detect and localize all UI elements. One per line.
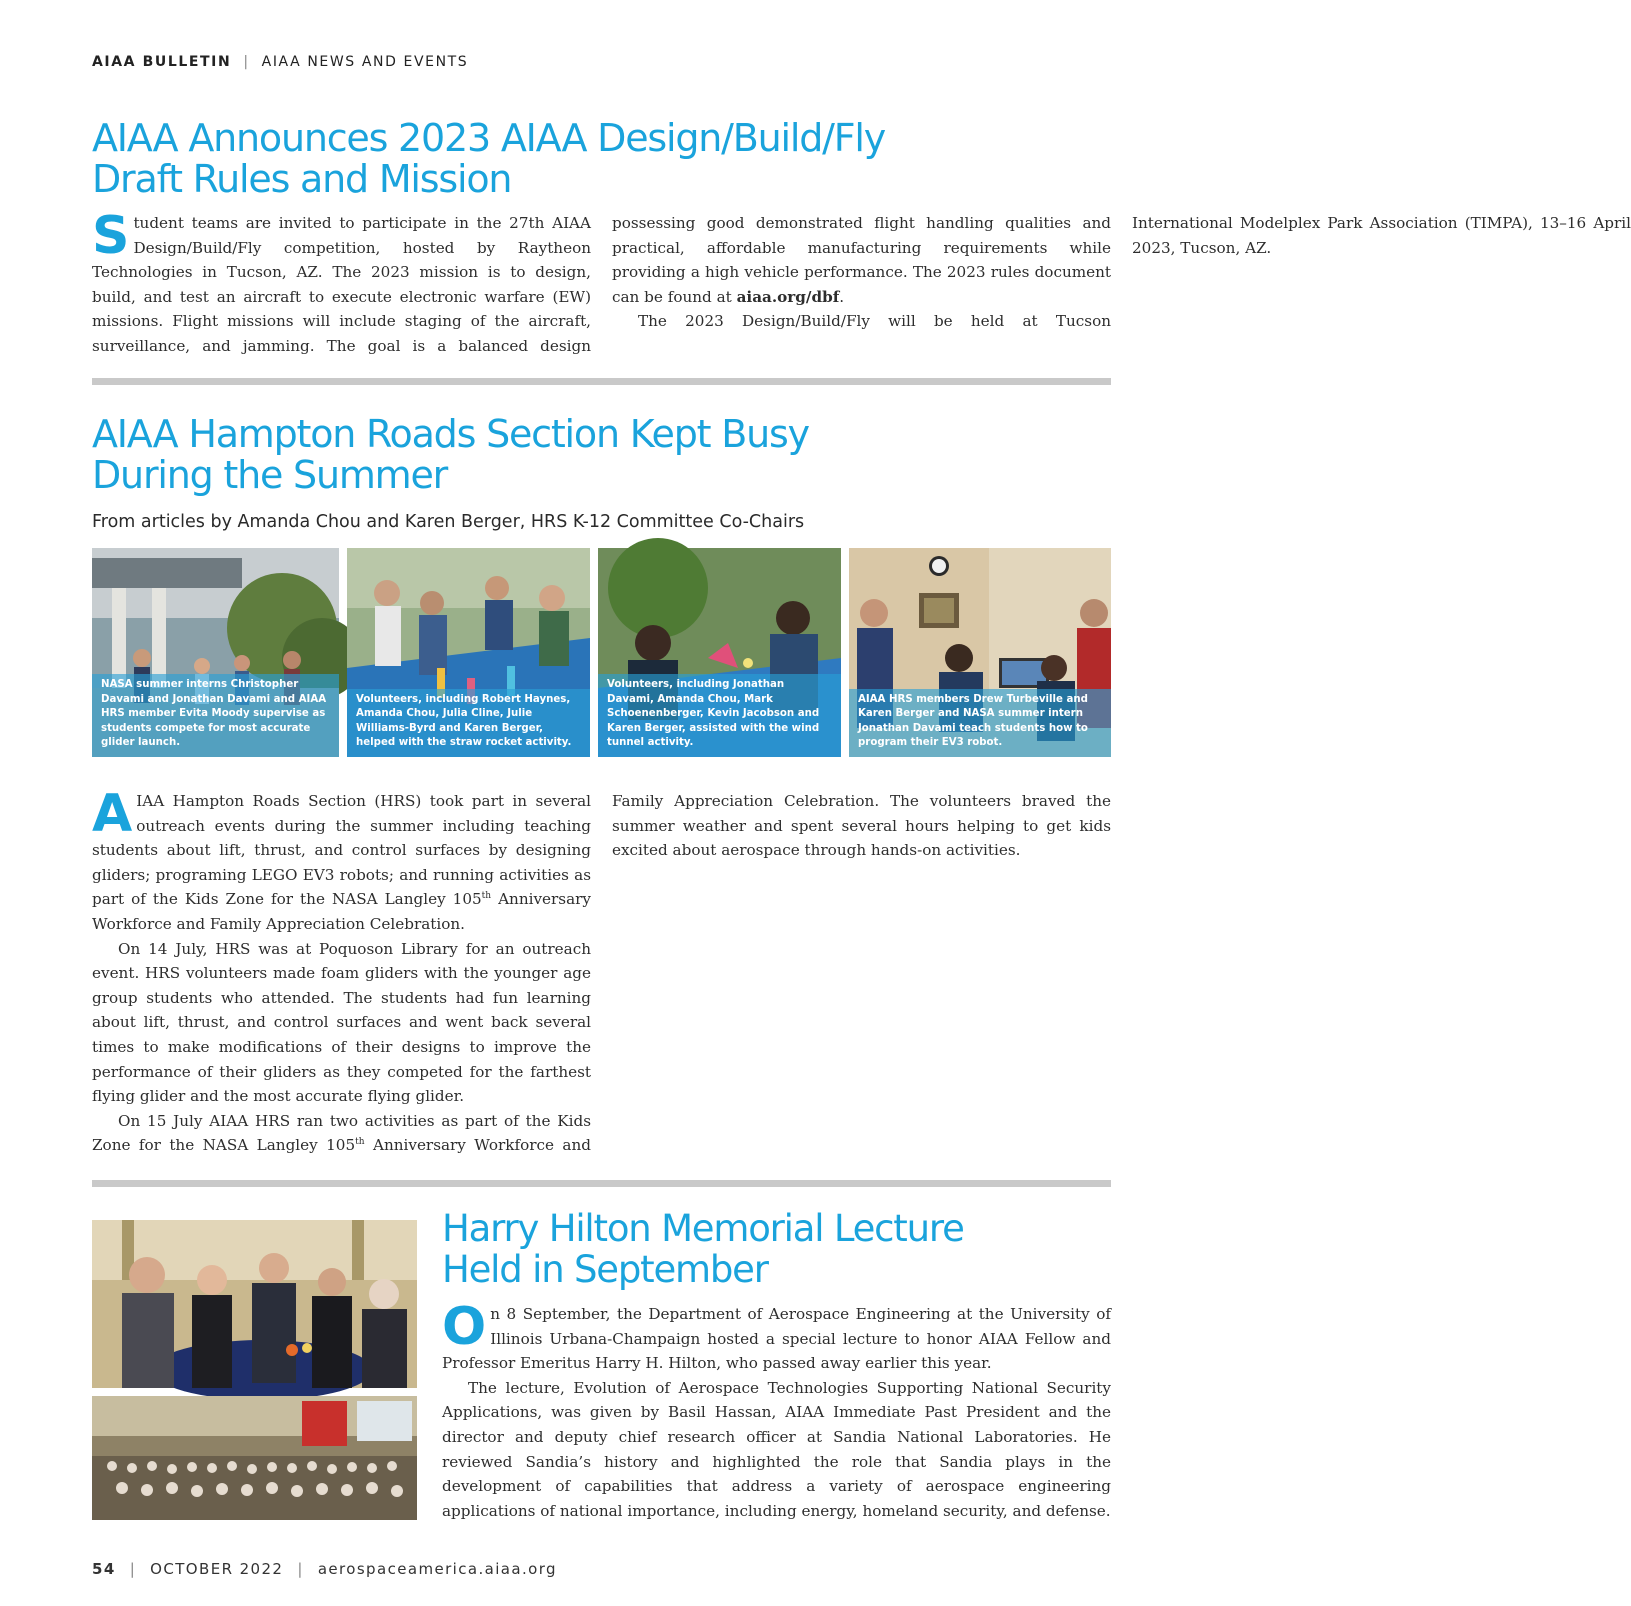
photo-caption: Volunteers, including Robert Haynes, Amanda Chou, Julia Cline, Julie Williams-Byrd and Karen Berger, helped with the straw rocket activity. — [347, 689, 590, 757]
photo-lecture-audience — [92, 1396, 417, 1520]
dropcap: O — [442, 1297, 487, 1357]
photo-glider-launch — [92, 548, 339, 757]
article3-body: On 8 September, the Department of Aerospace Engineering at the University of Illinois Urbana-Champaign hosted a special lecture to honor AIAA Fellow and Professor Emeritus Harry H. Hilton, who passed away earlier this year. The lecture, Evolution of Aerospace Technologies Supporting National Security Applications, was given by Basil Hassan, AIAA Immediate Past President and the director and deputy chief research officer at Sandia National Laboratories. He reviewed Sandia’s history and highlighted the role that Sandia plays in the development of capabilities that address a variety of aerospace engineering applications of national importance, including energy, homeland security, and defense. — [442, 1302, 1111, 1523]
article2-col1: AIAA Hampton Roads Section (HRS) took part in several outreach events during the summer including teaching students about lift, thrust, and control surfaces by designing gliders; programing LEGO EV3 robots; and running activities as part of the Kids Zone for the NASA Langley 105th Anniversary Workforce and Family Appreciation Celebration. On 14 July, HRS was at Poquoson Library for an outreach event. HRS volunteers made foam gliders with the younger age group students who attended. The students had fun learning about lift, thrust, and control surfaces and went back several times to make modifications of their designs to improve the performance of their gliders as they competed for the farthest flying glider and the most accurate flying glider. On 15 July AIAA HRS ran two activities as part of the Kids Zone for the NASA Langley 105th Anniversary Workforce and Family Appreciation Celebration. The volunteers braved the summer weather and spent several hours helping to get kids excited about aerospace through hands-on activities. — [92, 784, 1111, 1155]
website-link[interactable]: aerospaceamerica.aiaa.org — [317, 1560, 557, 1578]
running-header: AIAA BULLETIN | AIAA NEWS AND EVENTS — [92, 54, 469, 70]
article1-col1 — [92, 206, 1631, 361]
page-footer: 54 | OCTOBER 2022 | aerospaceamerica.aiaa.org — [92, 1560, 557, 1578]
photo-wind-tunnel — [598, 548, 841, 757]
article1-title: AIAA Announces 2023 AIAA Design/Build/Fly Draft Rules and Mission — [92, 116, 886, 201]
article1-body: tudent teams are invited to participate in the 27th AIAA Design/Build/Fly competition, hosted by Raytheon Technologies in Tucson, AZ. The 2023 mission is to design, build, and test an aircraft to execute electronic warfare (EW) missions. Flight missions will include staging of the aircraft, surveillance, and jamming. The goal is a balanced design possessing good demonstrated flight handling qualities and practical, affordable manufacturing requirements while providing a high vehicle performance. The 2023 rules document can be found at aiaa.org/dbf. The 2023 Design/Build/Fly will be held at Tucson International Modelplex Park Association (TIMPA), 13–16 April 2023, Tucson, AZ. — [92, 214, 1631, 355]
photo-caption: Volunteers, including Jonathan Davami, Amanda Chou, Mark Schoenenberger, Kevin Jacobson and Karen Berger, assisted with the wind tunnel activity. — [598, 674, 841, 757]
article2-paragraph: On 14 July, HRS was at Poquoson Library for an outreach event. HRS volunteers made foam gliders with the younger age group students who attended. The students had fun learning about lift, thrust, and control surfaces and went back several times to make modifications of their designs to improve the performance of their gliders as they competed for the farthest flying glider and the most accurate flying glider. — [92, 939, 591, 1106]
article2-byline: From articles by Amanda Chou and Karen Berger, HRS K-12 Committee Co-Chairs — [92, 512, 805, 532]
article3-paragraph: The lecture, Evolution of Aerospace Technologies Supporting National Security Applications, was given by Basil Hassan, AIAA Immediate Past President and the director and deputy chief research officer at Sandia National Laboratories. He reviewed Sandia’s history and highlighted the role that Sandia plays in the development of capabilities that address a variety of aerospace engineering applications of national importance, including energy, homeland security, and defense. — [442, 1378, 1111, 1520]
photo-straw-rocket — [347, 548, 590, 757]
photo-reception-group — [92, 1220, 417, 1388]
dbf-link[interactable]: aiaa.org/dbf — [736, 287, 840, 306]
section-name: AIAA NEWS AND EVENTS — [261, 54, 469, 70]
dropcap: S — [92, 206, 130, 266]
page-number: 54 — [92, 1560, 116, 1578]
photo-caption: NASA summer interns Christopher Davami and Jonathan Davami and AIAA HRS member Evita Moody supervise as students compete for most accurate glider launch. — [92, 674, 339, 757]
article3-title: Harry Hilton Memorial Lecture Held in September — [442, 1207, 964, 1291]
section-divider — [92, 378, 1111, 385]
photo-caption: AIAA HRS members Drew Turbeville and Karen Berger and NASA summer intern Jonathan Davami teach students how to program their EV3 robot. — [849, 689, 1111, 757]
photo-ev3-robot — [849, 548, 1111, 757]
dropcap: A — [92, 784, 133, 844]
issue-date: OCTOBER 2022 — [150, 1560, 284, 1578]
section-divider — [92, 1180, 1111, 1187]
publication-name: AIAA BULLETIN — [92, 54, 232, 70]
article2-title: AIAA Hampton Roads Section Kept Busy During the Summer — [92, 412, 809, 497]
